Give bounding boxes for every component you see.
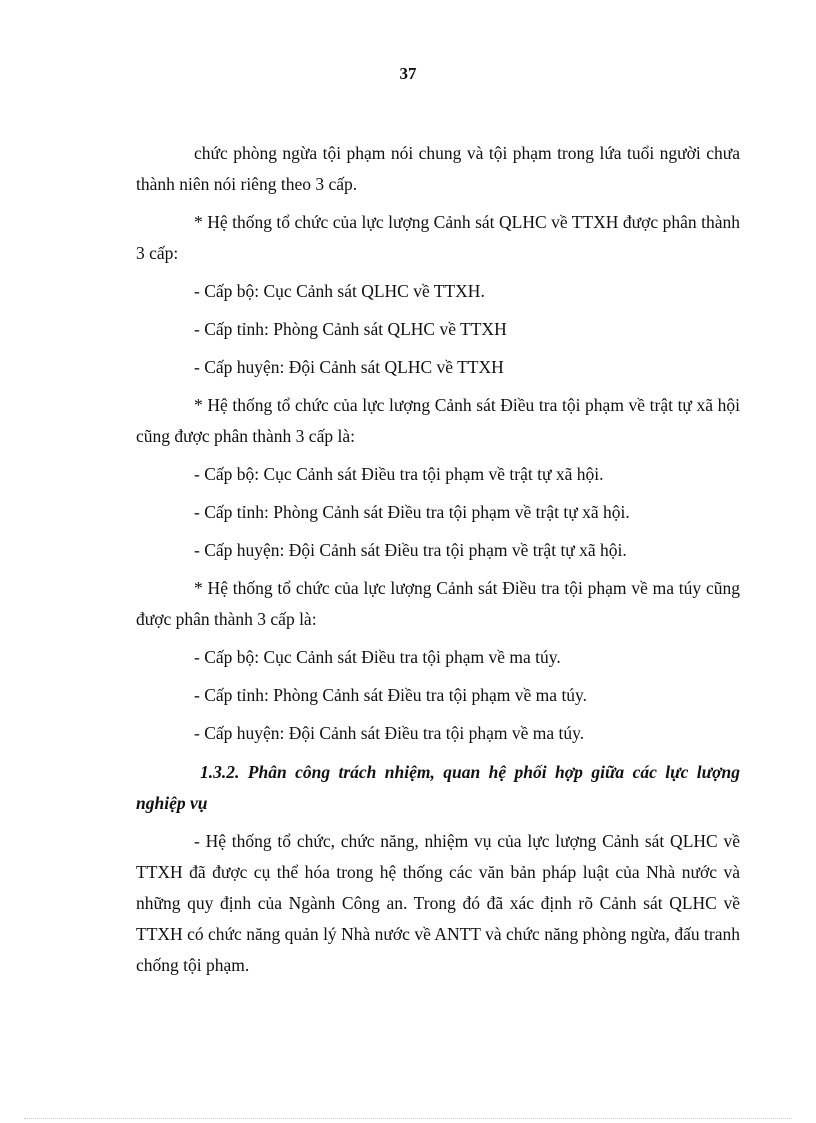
list-item-social-order-province: - Cấp tỉnh: Phòng Cảnh sát Điều tra tội phạm về trật tự xã hội. bbox=[194, 502, 630, 522]
list-item-drug-district: - Cấp huyện: Đội Cảnh sát Điều tra tội phạm về ma túy. bbox=[194, 723, 585, 743]
document-body bbox=[136, 138, 740, 988]
paragraph-qlhc-system: * Hệ thống tổ chức của lực lượng Cảnh sát QLHC về TTXH được phân thành 3 cấp: bbox=[136, 212, 740, 263]
paragraph-drug-system: * Hệ thống tổ chức của lực lượng Cảnh sát Điều tra tội phạm về ma túy cũng được phân thành 3 cấp là: bbox=[136, 578, 740, 629]
section-heading: 1.3.2. Phân công trách nhiệm, quan hệ phối hợp giữa các lực lượng nghiệp vụ bbox=[136, 762, 740, 813]
list-item-qlhc-district: - Cấp huyện: Đội Cảnh sát QLHC về TTXH bbox=[194, 357, 504, 377]
list-item-qlhc-province: - Cấp tỉnh: Phòng Cảnh sát QLHC về TTXH bbox=[194, 319, 507, 339]
list-item-social-order-ministry: - Cấp bộ: Cục Cảnh sát Điều tra tội phạm về trật tự xã hội. bbox=[194, 464, 604, 484]
paragraph-intro: chức phòng ngừa tội phạm nói chung và tội phạm trong lứa tuổi người chưa thành niên nói riêng theo 3 cấp. bbox=[136, 143, 740, 194]
list-item-social-order-district: - Cấp huyện: Đội Cảnh sát Điều tra tội phạm về trật tự xã hội. bbox=[194, 540, 627, 560]
page-number: 37 bbox=[399, 64, 417, 83]
list-item-drug-ministry: - Cấp bộ: Cục Cảnh sát Điều tra tội phạm về ma túy. bbox=[194, 647, 561, 667]
list-item-qlhc-ministry: - Cấp bộ: Cục Cảnh sát QLHC về TTXH. bbox=[194, 281, 485, 301]
page-bottom-divider bbox=[24, 1118, 792, 1119]
paragraph-social-order-system: * Hệ thống tổ chức của lực lượng Cảnh sát Điều tra tội phạm về trật tự xã hội cũng được phân thành 3 cấp là: bbox=[136, 395, 740, 446]
paragraph-final: - Hệ thống tổ chức, chức năng, nhiệm vụ của lực lượng Cảnh sát QLHC về TTXH đã được cụ thể hóa trong hệ thống các văn bản pháp luật của Nhà nước và những quy định của Ngành Công an. Trong đó đã xác định rõ Cảnh sát QLHC về TTXH có chức năng quản lý Nhà nước về ANTT và chức năng phòng ngừa, đấu tranh chống tội phạm. bbox=[136, 831, 740, 975]
list-item-drug-province: - Cấp tỉnh: Phòng Cảnh sát Điều tra tội phạm về ma túy. bbox=[194, 685, 588, 705]
